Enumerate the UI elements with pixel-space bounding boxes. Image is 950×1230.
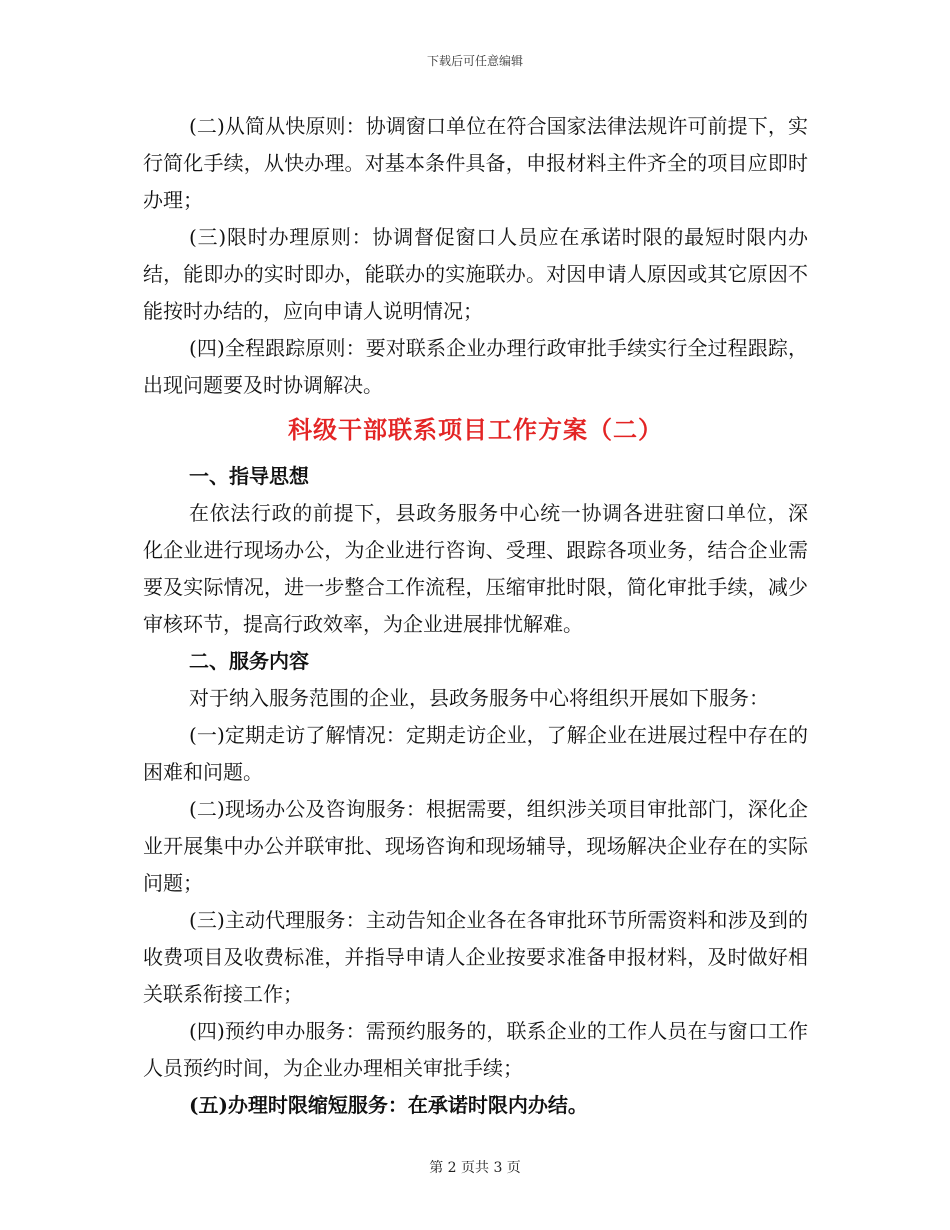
paragraph-principle-simplify: (二)从简从快原则：协调窗口单位在符合国家法律法规许可前提下，实行简化手续，从快办理。对基本条件具备，申报材料主件齐全的项目应即时办理； [143, 114, 808, 212]
page-footer: 第 2 页共 3 页 [429, 1160, 521, 1176]
page-header: 下载后可任意编辑 [426, 54, 523, 68]
paragraph-service-agent: (三)主动代理服务：主动告知企业各在各审批环节所需资料和涉及到的收费项目及收费标准，并指导申请人企业按要求准备申报材料，及时做好相关联系衔接工作； [143, 908, 808, 1006]
heading-service-content: 二、服务内容 [189, 649, 309, 673]
paragraph-service-intro: 对于纳入服务范围的企业，县政务服务中心将组织开展如下服务： [189, 686, 769, 710]
section-title: 科级干部联系项目工作方案（二） [288, 415, 663, 444]
paragraph-principle-tracking: (四)全程跟踪原则：要对联系企业办理行政审批手续实行全过程跟踪，出现问题要及时协调解决。 [143, 336, 808, 397]
paragraph-service-visit: (一)定期走访了解情况：定期走访企业，了解企业在进展过程中存在的困难和问题。 [143, 723, 808, 784]
document-body [143, 108, 808, 1124]
paragraph-service-shortened: (五)办理时限缩短服务：在承诺时限内办结。 [189, 1093, 588, 1117]
paragraph-guiding-thought: 在依法行政的前提下，县政务服务中心统一协调各进驻窗口单位，深化企业进行现场办公，为企业进行咨询、受理、跟踪各项业务，结合企业需要及实际情况，进一步整合工作流程，压缩审批时限，简化审批手续，减少审核环节，提高行政效率，为企业进展排忧解难。 [143, 501, 808, 636]
heading-guiding-thought: 一、指导思想 [189, 464, 309, 488]
paragraph-service-appointment: (四)预约申办服务：需预约服务的，联系企业的工作人员在与窗口工作人员预约时间，为企业办理相关审批手续； [143, 1019, 808, 1080]
paragraph-principle-timelimit: (三)限时办理原则：协调督促窗口人员应在承诺时限的最短时限内办结，能即办的实时即办，能联办的实施联办。对因申请人原因或其它原因不能按时办结的，应向申请人说明情况； [143, 225, 808, 323]
paragraph-service-onsite: (二)现场办公及咨询服务：根据需要，组织涉关项目审批部门，深化企业开展集中办公并联审批、现场咨询和现场辅导，现场解决企业存在的实际问题； [143, 797, 808, 895]
